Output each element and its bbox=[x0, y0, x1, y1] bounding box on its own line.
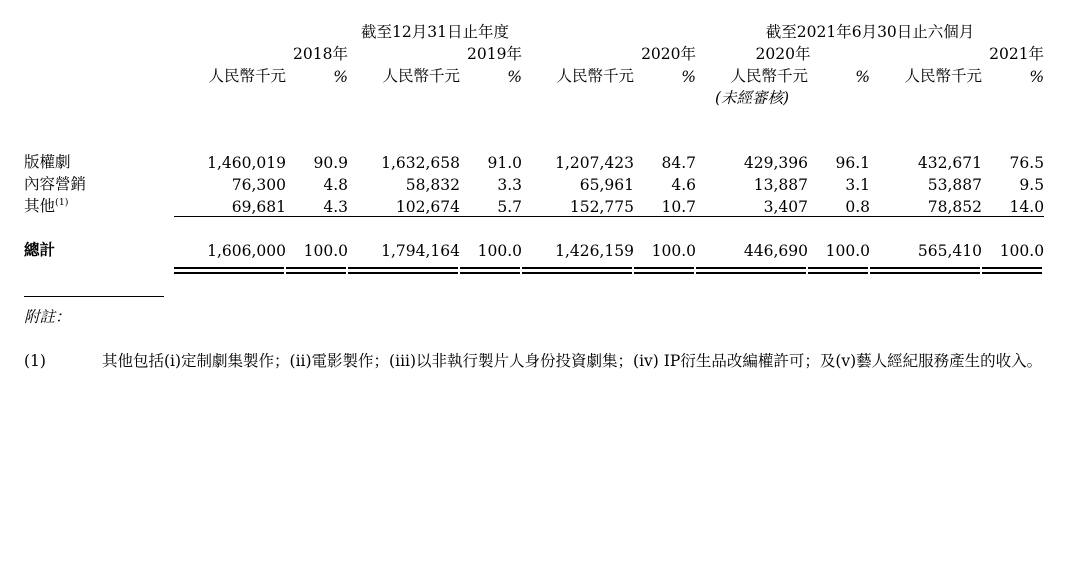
double-rule-6 bbox=[696, 266, 808, 274]
header-unit-pct-2020-interim: % bbox=[855, 68, 871, 86]
row-label-0: 版權劇 bbox=[24, 153, 71, 171]
cell-0-5: 84.7 bbox=[661, 154, 697, 172]
row-label-2-text: 其他 bbox=[24, 197, 56, 215]
footnotes-section bbox=[24, 296, 1044, 373]
footnotes-title: 附註： bbox=[24, 308, 71, 326]
cell-2-8: 78,852 bbox=[927, 197, 983, 216]
header-year-2021-interim: 2021年 bbox=[989, 45, 1045, 63]
total-cell-8: 565,410 bbox=[870, 216, 982, 266]
header-unit-rmb-2020-interim: 人民幣千元 bbox=[730, 67, 809, 85]
double-rule-0 bbox=[174, 266, 286, 274]
header-subnote-pad-5 bbox=[522, 86, 634, 108]
header-subnote-pad-9 bbox=[982, 86, 1044, 108]
double-rule-3 bbox=[460, 266, 522, 274]
header-year-2018: 2018年 bbox=[293, 45, 348, 63]
footnotes-divider bbox=[24, 296, 164, 297]
footnote-marker: (1) bbox=[55, 196, 69, 208]
table-row bbox=[24, 150, 1044, 172]
header-subnote-pad-1 bbox=[174, 86, 286, 108]
total-cell-6: 446,690 bbox=[696, 216, 808, 266]
header-row-units bbox=[24, 64, 1044, 86]
row-label-2 bbox=[24, 194, 174, 216]
header-subnote-unaudited: (未經審核) bbox=[714, 89, 790, 107]
header-spacer-row bbox=[24, 108, 1044, 150]
list-item bbox=[24, 349, 1044, 373]
cell-2-5: 10.7 bbox=[661, 197, 697, 216]
header-year-blank bbox=[24, 42, 174, 64]
header-unit-rmb-2019: 人民幣千元 bbox=[382, 67, 460, 85]
footnote-number: (1) bbox=[24, 352, 46, 370]
cell-1-8: 53,887 bbox=[927, 176, 983, 194]
header-year-2020-interim: 2020年 bbox=[755, 45, 811, 63]
total-cell-2: 1,794,164 bbox=[348, 216, 460, 266]
revenue-breakdown-table bbox=[24, 20, 1044, 274]
header-unit-rmb-2021-interim: 人民幣千元 bbox=[904, 67, 983, 85]
header-spacer-cell bbox=[24, 108, 1044, 150]
header-group-interim: 截至2021年6月30日止六個月 bbox=[765, 23, 975, 41]
cell-0-3: 91.0 bbox=[487, 154, 522, 172]
header-row-years bbox=[24, 42, 1044, 64]
total-cell-5: 100.0 bbox=[634, 216, 696, 266]
double-rule-5 bbox=[634, 266, 696, 274]
table-header bbox=[24, 20, 1044, 150]
cell-1-6: 13,887 bbox=[753, 176, 809, 194]
cell-1-4: 65,961 bbox=[579, 176, 634, 194]
cell-1-2: 58,832 bbox=[405, 176, 460, 194]
total-cell-4: 1,426,159 bbox=[522, 216, 634, 266]
cell-1-1: 4.8 bbox=[323, 176, 348, 194]
header-subnote-pad-2 bbox=[286, 86, 348, 108]
cell-0-4: 1,207,423 bbox=[555, 154, 634, 172]
cell-1-3: 3.3 bbox=[497, 176, 522, 194]
header-year-2019: 2019年 bbox=[467, 45, 522, 63]
table-double-rule-row bbox=[24, 266, 1044, 274]
header-row-subnote bbox=[24, 86, 1044, 108]
double-rule-1 bbox=[286, 266, 348, 274]
header-row-groups bbox=[24, 20, 1044, 42]
cell-2-0: 69,681 bbox=[231, 197, 286, 216]
header-unit-rmb-2020: 人民幣千元 bbox=[556, 67, 634, 85]
cell-2-1: 4.3 bbox=[323, 197, 348, 216]
header-unit-pct-2019: % bbox=[507, 68, 522, 86]
cell-1-5: 4.6 bbox=[671, 176, 697, 194]
cell-1-0: 76,300 bbox=[231, 176, 286, 194]
header-unit-pct-2020: % bbox=[681, 68, 697, 86]
double-rule-9 bbox=[982, 266, 1044, 274]
header-group-annual: 截至12月31日止年度 bbox=[361, 23, 509, 41]
cell-0-1: 90.9 bbox=[313, 154, 348, 172]
cell-1-9: 9.5 bbox=[1019, 176, 1045, 194]
table-row bbox=[24, 172, 1044, 194]
cell-0-0: 1,460,019 bbox=[207, 154, 286, 172]
header-subnote-pad-7 bbox=[808, 86, 870, 108]
cell-1-7: 3.1 bbox=[845, 176, 871, 194]
cell-2-2: 102,674 bbox=[395, 197, 460, 216]
header-unit-pct-2018: % bbox=[333, 68, 348, 86]
double-rule-4 bbox=[522, 266, 634, 274]
total-cell-9: 100.0 bbox=[982, 216, 1044, 266]
row-label-1: 內容營銷 bbox=[24, 175, 87, 193]
total-label: 總計 bbox=[24, 240, 56, 259]
cell-0-8: 432,671 bbox=[917, 154, 983, 172]
header-unit-pct-2021-interim: % bbox=[1029, 68, 1045, 86]
double-rule-7 bbox=[808, 266, 870, 274]
table-row bbox=[24, 194, 1044, 216]
cell-0-6: 429,396 bbox=[743, 154, 809, 172]
cell-2-9: 14.0 bbox=[1009, 197, 1045, 216]
cell-2-3: 5.7 bbox=[497, 197, 522, 216]
cell-0-7: 96.1 bbox=[835, 154, 871, 172]
header-year-2020: 2020年 bbox=[641, 45, 697, 63]
header-subnote-pad-8 bbox=[870, 86, 982, 108]
cell-2-6: 3,407 bbox=[763, 197, 809, 216]
header-group-blank bbox=[24, 20, 174, 42]
total-cell-1: 100.0 bbox=[286, 216, 348, 266]
table-body bbox=[24, 150, 1044, 274]
total-cell-0: 1,606,000 bbox=[174, 216, 286, 266]
header-subnote-pad-4 bbox=[460, 86, 522, 108]
cell-0-2: 1,632,658 bbox=[381, 154, 460, 172]
cell-2-4: 152,775 bbox=[569, 197, 634, 216]
header-unit-blank bbox=[24, 64, 174, 86]
footnote-text: 其他包括(i)定制劇集製作；(ii)電影製作；(iii)以非執行製片人身份投資劇集；(iv) IP衍生品改編權許可；及(v)藝人經紀服務產生的收入。 bbox=[102, 352, 1043, 370]
header-subnote-blank bbox=[24, 86, 174, 108]
double-rule-blank bbox=[24, 266, 174, 274]
double-rule-8 bbox=[870, 266, 982, 274]
document-page bbox=[0, 20, 1073, 573]
header-subnote-pad-3 bbox=[348, 86, 460, 108]
cell-2-7: 0.8 bbox=[845, 197, 871, 216]
table-total-row bbox=[24, 216, 1044, 266]
total-cell-7: 100.0 bbox=[808, 216, 870, 266]
header-subnote-pad-6 bbox=[634, 86, 696, 108]
header-unit-rmb-2018: 人民幣千元 bbox=[208, 67, 286, 85]
double-rule-2 bbox=[348, 266, 460, 274]
cell-0-9: 76.5 bbox=[1009, 154, 1045, 172]
total-cell-3: 100.0 bbox=[460, 216, 522, 266]
